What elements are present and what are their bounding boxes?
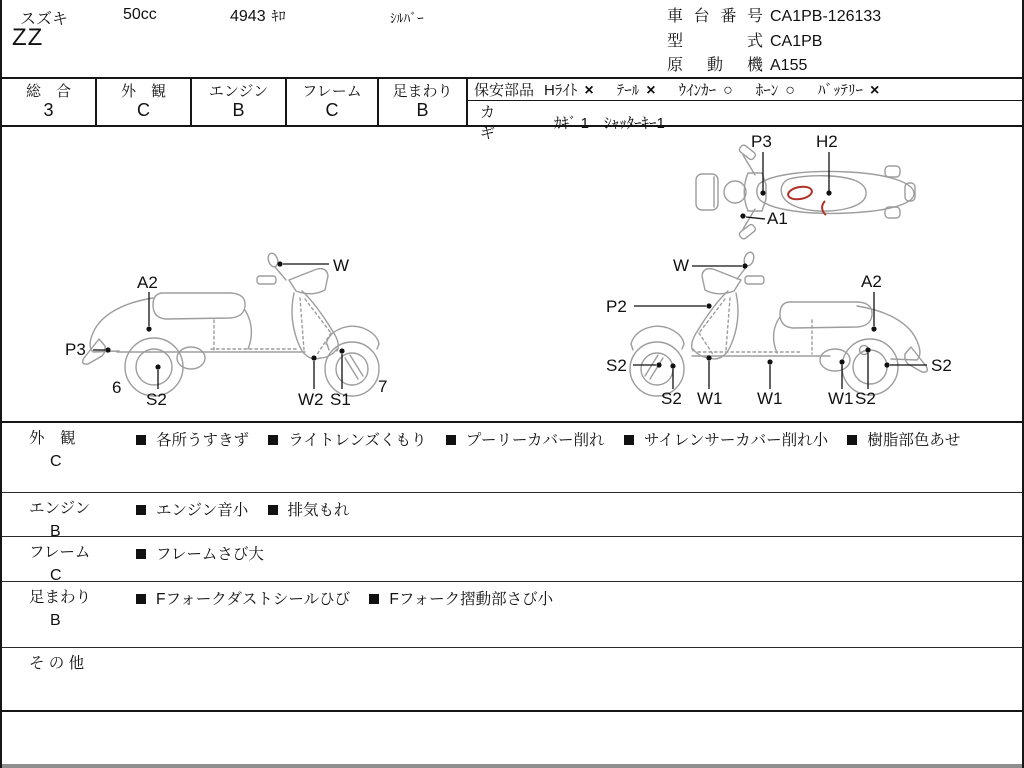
- diagram-label-h2-top: H2: [816, 132, 838, 151]
- bullet-square-icon: [369, 594, 379, 604]
- note-grade: B: [50, 523, 61, 541]
- header: [2, 0, 1022, 79]
- rating-exterior: 外 観 C: [97, 79, 192, 125]
- inspection-note-item: フレームさび大: [136, 546, 264, 563]
- note-label: 足まわり: [29, 589, 92, 606]
- safety-item-headlight: Hﾗｲﾄ ×: [544, 82, 594, 99]
- note-label: 外 観: [29, 430, 76, 447]
- diagram-label-p3-left: P3: [65, 340, 86, 359]
- status-mark: ○: [785, 82, 795, 99]
- bullet-square-icon: [136, 549, 146, 559]
- bullet-square-icon: [446, 435, 456, 445]
- bullet-square-icon: [136, 435, 146, 445]
- note-grade: B: [50, 612, 61, 630]
- grade-undercarriage: B: [416, 100, 429, 121]
- grade-frame: C: [325, 100, 339, 121]
- note-row-other: [2, 648, 1022, 712]
- safety-parts-row: [468, 79, 1022, 101]
- status-mark: ×: [646, 82, 656, 99]
- diagram-label-s2-front: S2: [606, 356, 627, 375]
- mileage: [230, 6, 286, 26]
- mileage-value: 4943: [230, 8, 266, 25]
- inspection-note-item: 樹脂部色あせ: [847, 432, 960, 449]
- inspection-note-item: 排気もれ: [268, 502, 350, 519]
- right-view-leader-dots: [656, 263, 889, 368]
- model-name: ZZ: [12, 24, 44, 51]
- diagram-label-s2-left: S2: [146, 390, 167, 409]
- diagram-label-s2-bottom2: S2: [855, 389, 876, 408]
- right-view-leader-lines: [633, 266, 927, 389]
- diagram-label-a1-top: A1: [767, 209, 788, 228]
- grade-exterior: C: [137, 100, 150, 121]
- inspection-note-item: ライトレンズくもり: [268, 432, 426, 449]
- diagram-label-s2-bottom1: S2: [661, 389, 682, 408]
- safety-item-battery: ﾊﾞｯﾃﾘｰ ×: [817, 82, 880, 99]
- diagram-label-w1-1: W1: [697, 389, 723, 408]
- diagram-label-s1: S1: [330, 390, 351, 409]
- note-row-exterior: [2, 423, 1022, 493]
- note-grade: C: [50, 453, 62, 471]
- keys-value: ｶｷﾞ 1 ｼｬｯﾀｰｷｰ1: [554, 114, 665, 132]
- diagram-label-w1-3: W1: [828, 389, 854, 408]
- grade-engine: B: [232, 100, 245, 121]
- inspection-note-item: サイレンサーカバー削れ小: [624, 432, 828, 449]
- bullet-square-icon: [136, 505, 146, 515]
- diagram-label-p3-top: P3: [751, 132, 772, 151]
- note-grade: C: [50, 567, 62, 585]
- note-row-undercarriage: [2, 582, 1022, 648]
- maker-name: スズキ: [20, 11, 69, 28]
- bullet-square-icon: [624, 435, 634, 445]
- note-row-engine: [2, 493, 1022, 541]
- damage-diagram: [2, 127, 1022, 423]
- bullet-square-icon: [268, 435, 278, 445]
- diagram-label-w2: W2: [298, 390, 324, 409]
- inspection-note-item: 各所うすきず: [136, 432, 249, 449]
- note-label: エンジン: [29, 500, 91, 517]
- engine-row: 原動機 A155: [667, 57, 808, 74]
- inspection-note-item: Fフォーク摺動部さび小: [369, 591, 553, 608]
- empty-footer-row: [2, 712, 1022, 764]
- bottom-edge: [2, 764, 1022, 768]
- diagram-label-s2-rear: S2: [931, 356, 952, 375]
- inspection-note-item: Fフォークダストシールひび: [136, 591, 350, 608]
- left-view-leader-lines: [93, 264, 342, 389]
- chassis-number: CA1PB-126133: [770, 8, 882, 25]
- engine-code: A155: [770, 57, 808, 74]
- type-row: 型式 CA1PB: [667, 32, 823, 50]
- diagram-label-a2-left: A2: [137, 273, 158, 292]
- rating-engine: エンジン B: [192, 79, 287, 125]
- rating-overall: 総 合 3: [2, 79, 97, 125]
- displacement: 50cc: [123, 6, 157, 23]
- vehicle-id-block: [667, 5, 881, 79]
- note-label: そ の 他: [29, 655, 85, 672]
- diagram-canvas: [2, 127, 1022, 421]
- scooter-top-view-drawing: [696, 144, 915, 240]
- rating-undercarriage: 足まわり B: [379, 79, 468, 125]
- body-color: ｼﾙﾊﾞｰ: [390, 11, 424, 26]
- inspection-note-item: エンジン音小: [136, 502, 248, 519]
- red-circle-mark: [787, 185, 813, 201]
- inspection-note-item: プーリーカバー削れ: [446, 432, 605, 449]
- status-mark: ×: [584, 82, 594, 99]
- safety-item-winker: ｳｲﾝｶｰ ○: [678, 82, 733, 99]
- safety-item-horn: ﾎｰﾝ ○: [755, 82, 795, 99]
- type-code: CA1PB: [770, 32, 823, 50]
- grade-overall: 3: [43, 100, 54, 121]
- diagram-label-w-left: W: [333, 256, 350, 275]
- diagram-label-7: 7: [378, 377, 388, 396]
- diagram-label-a2-right: A2: [861, 272, 882, 291]
- chassis-number-row: 車台番号 CA1PB-126133: [667, 8, 882, 25]
- bullet-square-icon: [268, 505, 278, 515]
- diagram-label-6: 6: [112, 378, 122, 397]
- keys-label: カ ギ: [480, 104, 511, 142]
- bullet-square-icon: [847, 435, 857, 445]
- safety-parts-label: 保安部品: [474, 82, 535, 99]
- diagram-label-p2: P2: [606, 297, 627, 316]
- note-row-frame: [2, 537, 1022, 585]
- bullet-square-icon: [136, 594, 146, 604]
- safety-item-taillight: ﾃｰﾙ ×: [616, 82, 656, 99]
- diagram-label-w1-2: W1: [757, 389, 783, 408]
- mileage-unit: ｷﾛ: [271, 8, 286, 24]
- rating-frame: フレーム C: [287, 79, 379, 125]
- note-label: フレーム: [29, 544, 91, 561]
- diagram-label-w-right: W: [673, 256, 690, 275]
- status-mark: ×: [869, 82, 880, 99]
- status-mark: ○: [723, 82, 733, 99]
